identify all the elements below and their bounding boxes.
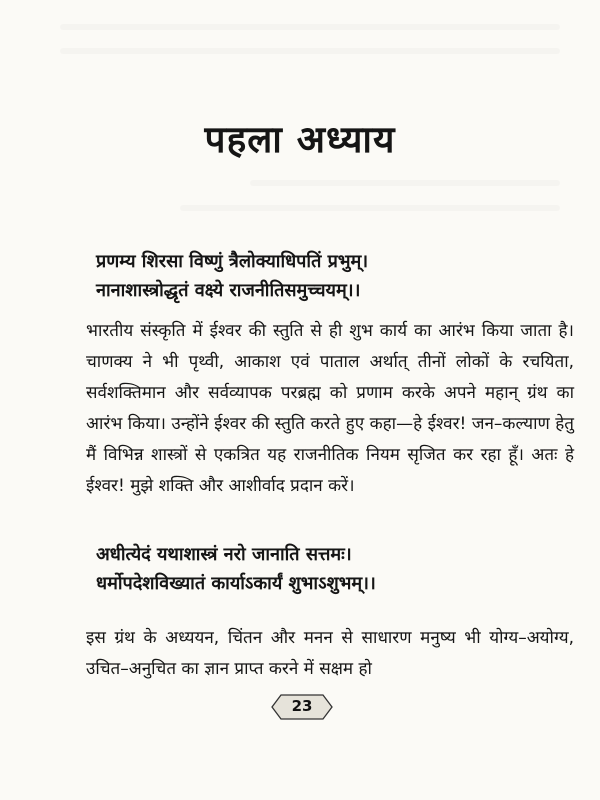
chapter-title: पहला अध्याय — [204, 118, 396, 161]
bleed-through-line — [60, 24, 560, 30]
sanskrit-verse-1 — [96, 247, 526, 305]
verse-line: प्रणम्य शिरसा विष्णुं त्रैलोक्याधिपतिं प्रभुम्। — [96, 251, 369, 272]
verse-line: नानाशास्त्रोद्धृतं वक्ष्ये राजनीतिसमुच्चयम्।। — [96, 280, 361, 301]
sanskrit-verse-2 — [96, 540, 526, 598]
bleed-through-line — [250, 180, 560, 186]
verse-line: धर्मोपदेशविख्यातं कार्याऽकार्यं शुभाऽशुभम्।। — [96, 573, 376, 594]
bleed-through-line — [60, 48, 560, 54]
page-number: 23 — [291, 697, 313, 715]
body-paragraph-1: भारतीय संस्कृति में ईश्वर की स्तुति से ही शुभ कार्य का आरंभ किया जाता है। चाणक्य ने भी पृथ्वी, आकाश एवं पाताल अर्थात् तीनों लोकों के रचयिता, सर्वशक्तिमान और सर्वव्यापक परब्रह्म को प्रणाम करके अपने महान् ग्रंथ का आरंभ किया। उन्होंने ईश्वर की स्तुति करते हुए कहा—हे ईश्वर! जन–कल्याण हेतु मैं विभिन्न शास्त्रों से एकत्रित यह राजनीतिक नियम सृजित कर रहा हूँ। अतः हे ईश्वर! मुझे शक्ति और आशीर्वाद प्रदान करें। — [86, 321, 574, 496]
page-number-badge — [271, 694, 333, 720]
verse-line: अधीत्येदं यथाशास्त्रं नरो जानाति सत्तमः। — [96, 544, 352, 565]
bleed-through-line — [180, 205, 560, 211]
body-paragraph-2: इस ग्रंथ के अध्ययन, चिंतन और मनन से साधारण मनुष्य भी योग्य–अयोग्य, उचित–अनुचित का ज्ञान प्राप्त करने में सक्षम हो — [86, 628, 574, 679]
